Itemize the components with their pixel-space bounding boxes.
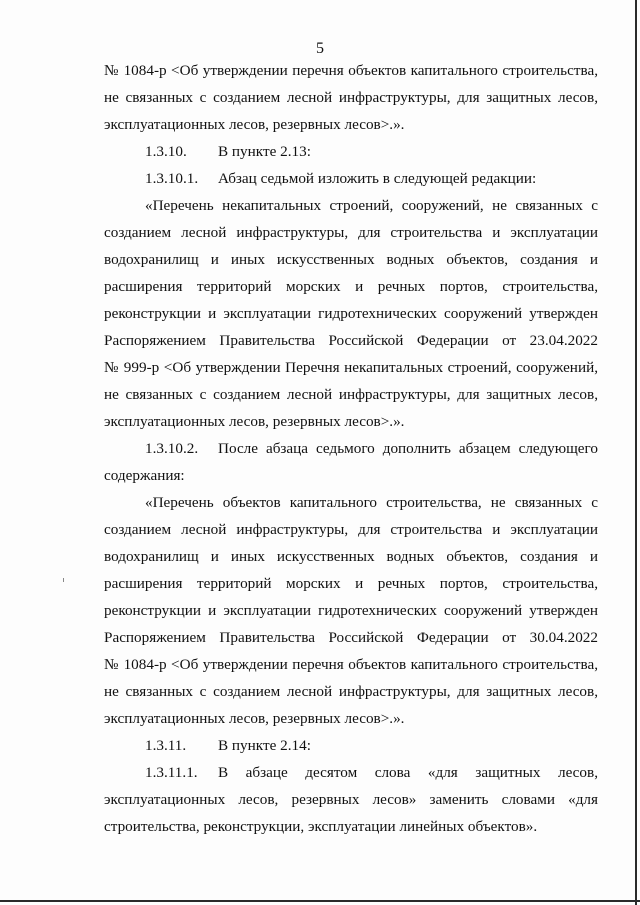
scan-speck [63,578,64,582]
clause-number: 1.3.10. [145,143,187,160]
text-line: не связанных с созданием лесной инфраструктуры, для защитных лесов, [104,683,598,700]
text-line: содержания: [104,467,185,484]
text-line: «Перечень некапитальных строений, сооружений, не связанных с [145,197,598,214]
text-line: расширения территорий морских и речных портов, строительства, [104,575,598,592]
text-line: Абзац седьмой изложить в следующей редакции: [218,170,537,187]
text-line: реконструкции и эксплуатации гидротехнических сооружений утвержден [104,602,598,619]
text-line: водохранилищ и иных искусственных водных объектов, создания и [104,251,598,268]
text-line: созданием лесной инфраструктуры, для строительства и эксплуатации [104,521,598,538]
text-line: В пункте 2.14: [218,737,311,754]
text-line: эксплуатационных лесов, резервных лесов>.». [104,116,405,133]
text-line: После абзаца седьмого дополнить абзацем следующего [218,440,598,457]
page-number: 5 [316,40,324,57]
text-line: № 1084-р <Об утверждении перечня объектов капитального строительства, [104,656,598,673]
text-line: В абзаце десятом слова «для защитных лесов, [218,764,598,781]
text-line: не связанных с созданием лесной инфраструктуры, для защитных лесов, [104,89,598,106]
text-line: эксплуатационных лесов, резервных лесов» заменить словами «для [104,791,598,808]
text-line: эксплуатационных лесов, резервных лесов>.». [104,710,405,727]
text-line: реконструкции и эксплуатации гидротехнических сооружений утвержден [104,305,598,322]
text-line: созданием лесной инфраструктуры, для строительства и эксплуатации [104,224,598,241]
text-line: «Перечень объектов капитального строительства, не связанных с [145,494,598,511]
clause-number: 1.3.10.1. [145,170,199,187]
clause-number: 1.3.11.1. [145,764,198,781]
scan-edge-bottom [0,900,640,902]
text-line: эксплуатационных лесов, резервных лесов>.». [104,413,405,430]
text-line: № 999-р <Об утверждении Перечня некапитальных строений, сооружений, [104,359,598,376]
text-line: строительства, реконструкции, эксплуатации линейных объектов». [104,818,538,835]
text-line: не связанных с созданием лесной инфраструктуры, для защитных лесов, [104,386,598,403]
text-line: Распоряжением Правительства Российской Федерации от 30.04.2022 [104,629,598,646]
clause-number: 1.3.11. [145,737,187,754]
scan-edge-right [635,0,637,905]
text-line: расширения территорий морских и речных портов, строительства, [104,278,598,295]
text-line: В пункте 2.13: [218,143,311,160]
text-line: водохранилищ и иных искусственных водных объектов, создания и [104,548,598,565]
text-line: Распоряжением Правительства Российской Федерации от 23.04.2022 [104,332,598,349]
clause-number: 1.3.10.2. [145,440,199,457]
text-line: № 1084-р <Об утверждении перечня объектов капитального строительства, [104,62,598,79]
